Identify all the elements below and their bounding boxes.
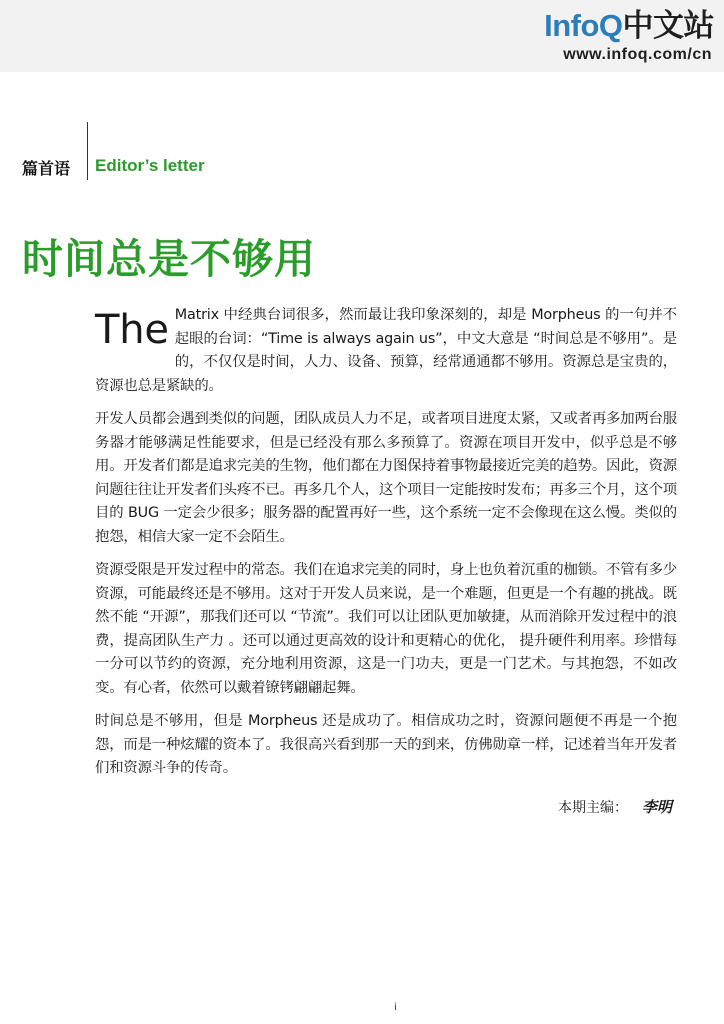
paragraph-1 [95, 304, 677, 398]
section-label-en: Editor’s letter [95, 156, 205, 175]
paragraph-3: 资源受限是开发过程中的常态。我们在追求完美的同时，身上也负着沉重的枷锁。不管有多少资源，可能最终还是不够用。这对于开发人员来说，是一个难题，但更是一个有趣的挑战。既然不能 “开源”，那我们还可以 “节流”。我们可以让团队更加敏捷，从而消除开发过程中的浪费，提高团队生产力 。还可以通过更高效的设计和更精心的优化， 提升硬件利用率。珍惜每一分可以节约的资源，充分地利用资源，这是一门功夫，更是一门艺术。与其抱怨，不如改变。有心者，依然可以戴着镣铐翩翩起舞。 [95, 562, 677, 696]
logo-wordmark [544, 6, 714, 46]
paragraph-4: 时间总是不够用，但是 Morpheus 还是成功了。相信成功之时，资源问题便不再是一个抱怨，而是一种炫耀的资本了。我很高兴看到那一天的到来，仿佛勋章一样，记述着当年开发者们和资源斗争的传奇。 [95, 713, 677, 776]
section-label-cn: 篇首语 [22, 159, 71, 178]
page-number: i [394, 1002, 397, 1013]
logo-part-cn: 中文站 [622, 8, 714, 43]
infoq-logo[interactable] [514, 6, 714, 66]
logo-part-infoq: InfoQ [544, 8, 623, 43]
editor-signature [558, 796, 672, 817]
signature-name: 李明 [641, 798, 672, 816]
section-divider [87, 122, 88, 180]
paragraph-1-text: Matrix 中经典台词很多，然而最让我印象深刻的，却是 Morpheus 的一句并不起眼的台词：“Time is always again us”，中文大意是 “时间总是不够用”。是的，不仅仅是时间，人力、设备、预算，经常通通都不够用。资源总是宝贵的，资源也总是紧缺的。 [95, 307, 677, 394]
page-title: 时间总是不够用 [22, 235, 316, 283]
paragraph-2: 开发人员都会遇到类似的问题，团队成员人力不足，或者项目进度太紧，又或者再多加两台服务器才能够满足性能要求，但是已经没有那么多预算了。资源在项目开发中，似乎总是不够用。开发者们都是追求完美的生物，他们都在力图保持着事物最接近完美的趋势。因此，资源问题往往让开发者们头疼不已。再多几个人，这个项目一定能按时发布；再多三个月，这个项目的 BUG 一定会少很多；服务器的配置再好一些，这个系统一定不会像现在这么慢。类似的抱怨，相信大家一定不会陌生。 [95, 411, 677, 545]
dropcap: The [95, 307, 169, 353]
article-body [95, 304, 677, 791]
logo-url: www.infoq.com/cn [563, 46, 712, 63]
signature-label: 本期主编： [557, 800, 628, 816]
